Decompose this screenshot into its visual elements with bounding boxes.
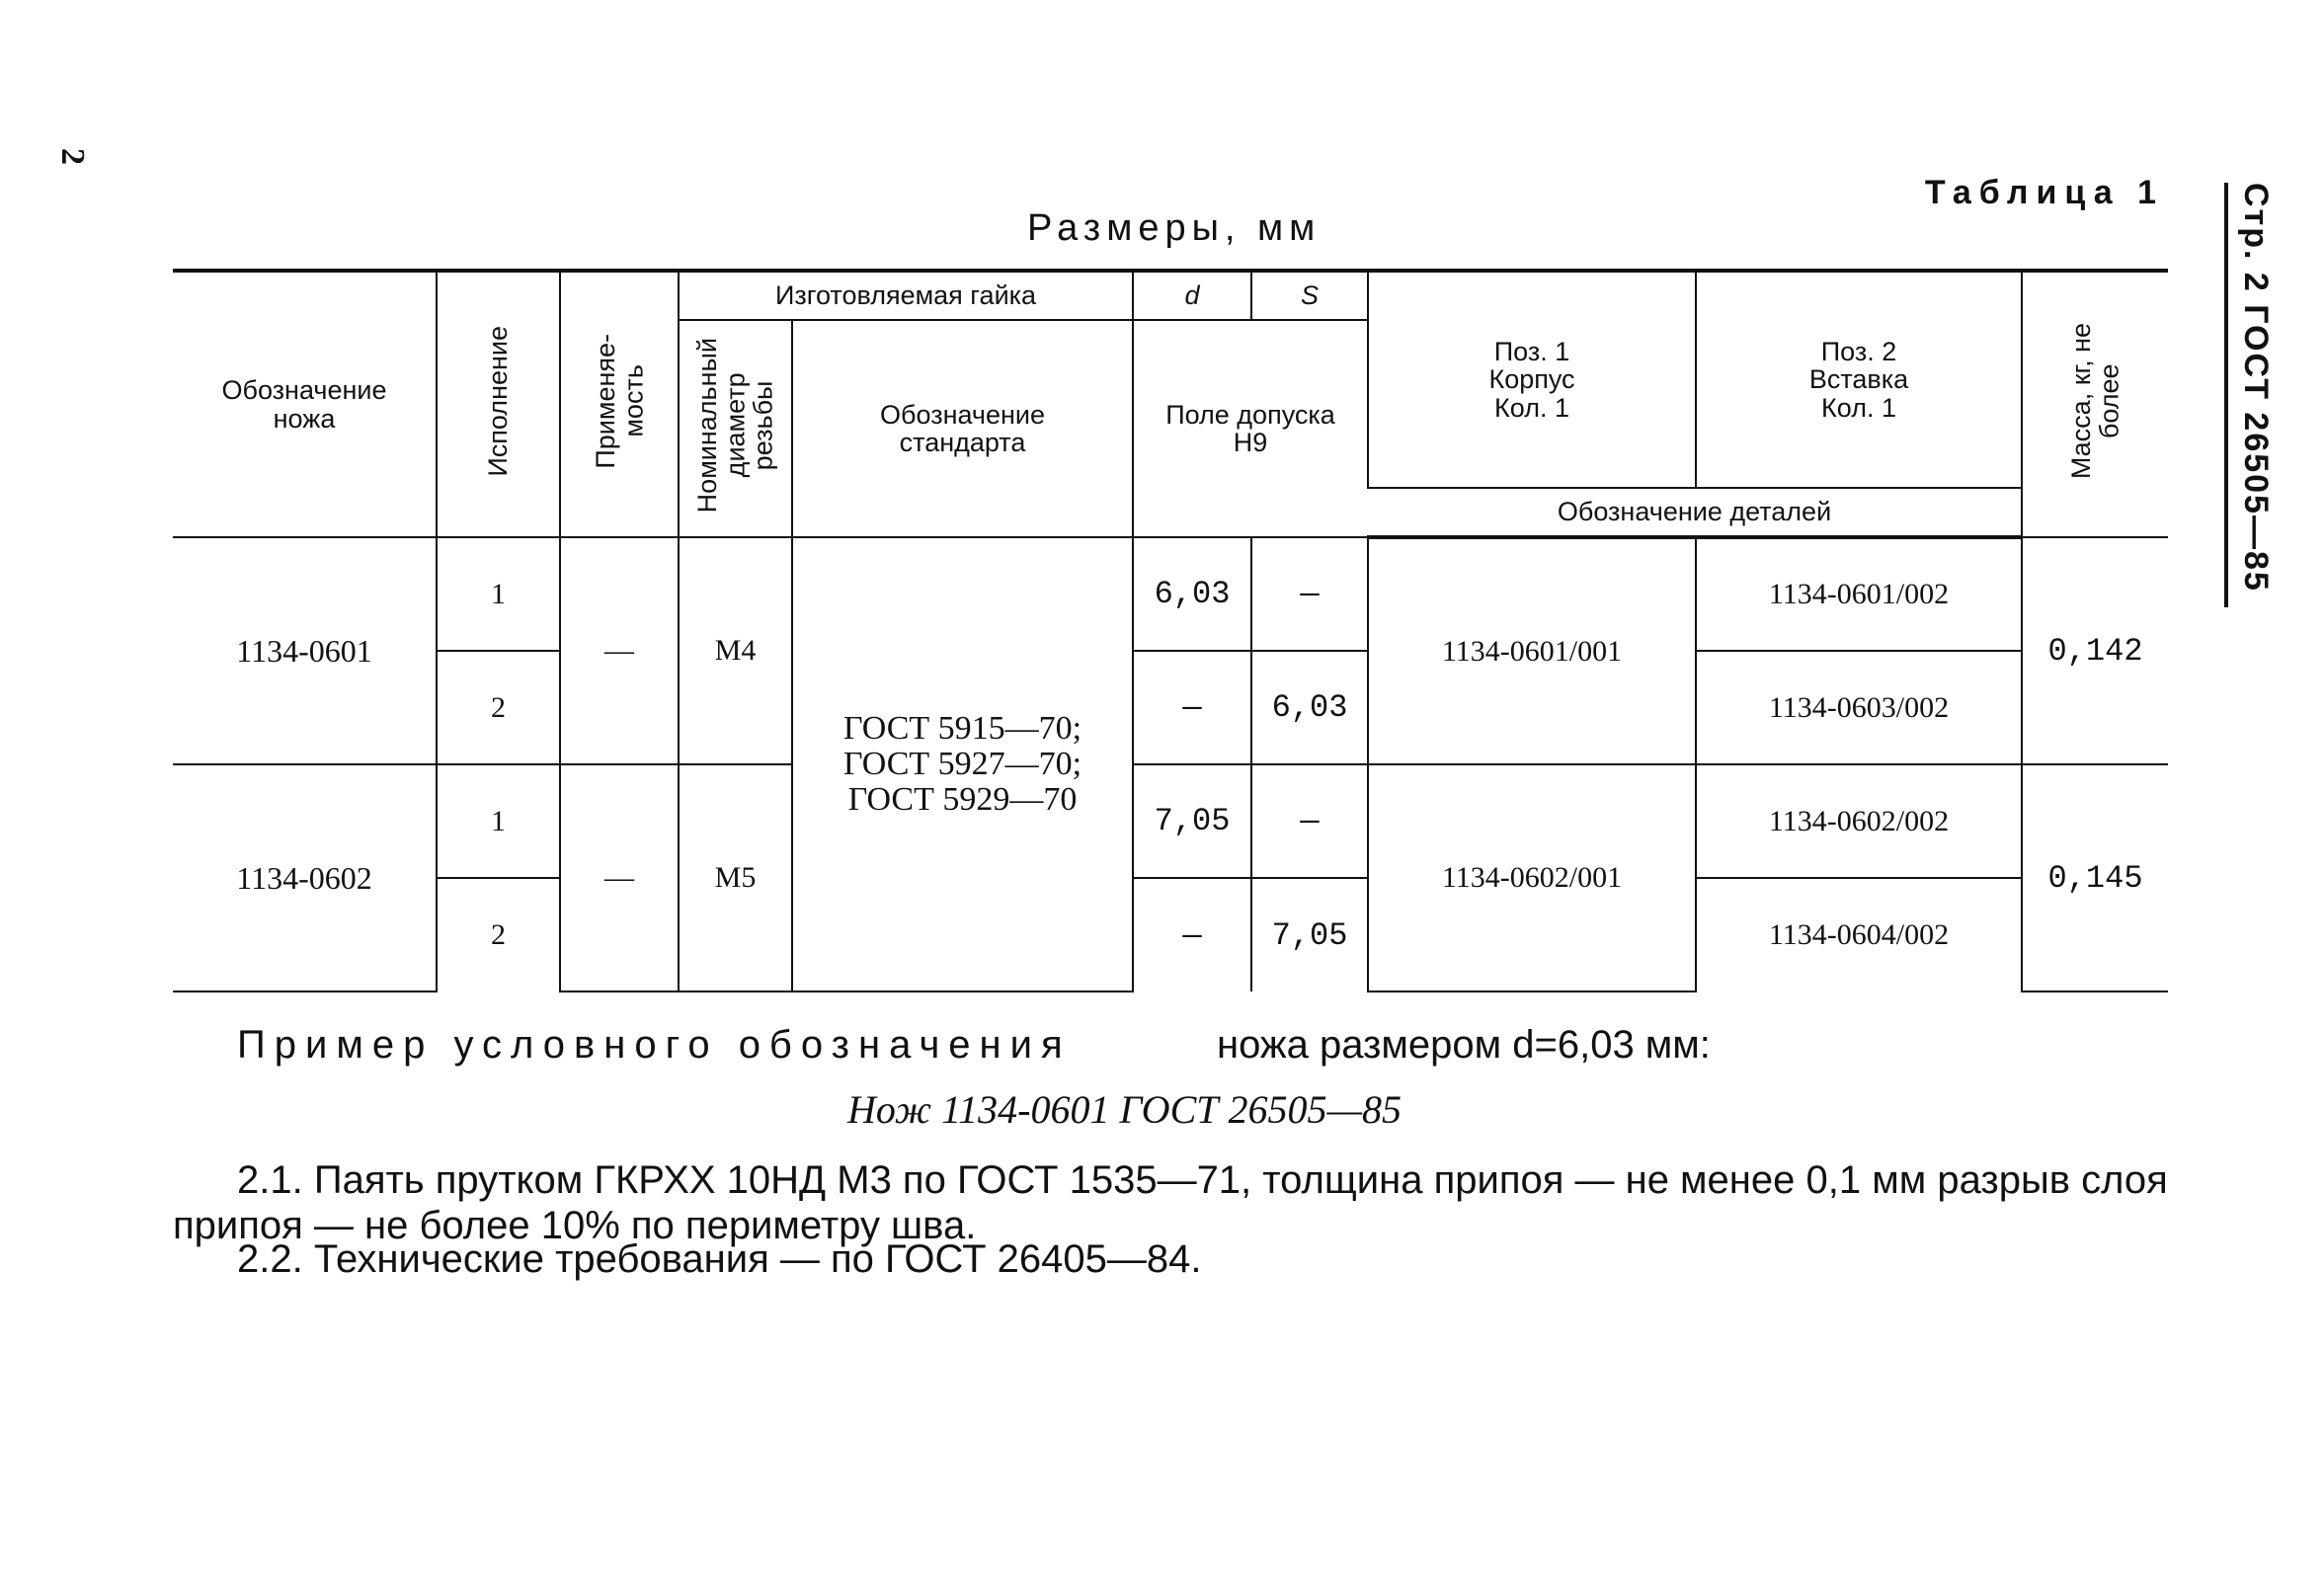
row-1-version-1: 1 — [437, 537, 560, 651]
header-applicability-label: Применяе- мость — [590, 333, 648, 469]
example-designation: Нож 1134-0601 ГОСТ 26505—85 — [847, 1087, 1402, 1132]
row-2-v2-s: 7,05 — [1251, 878, 1368, 992]
row-1-thread: М4 — [679, 537, 792, 764]
header-nut-group: Изготовляемая гайка — [679, 271, 1133, 320]
dimensions-table — [173, 269, 2168, 992]
row-1-v1-s: — — [1251, 537, 1368, 651]
row-2-thread: М5 — [679, 764, 792, 992]
row-1-designation: 1134-0601 — [173, 537, 437, 764]
header-mass-label: Масса, кг, не более — [2066, 322, 2124, 480]
row-1-v1-insert: 1134-0601/002 — [1696, 537, 2022, 651]
row-2-mass: 0,145 — [2022, 764, 2168, 992]
row-2-v2-insert: 1134-0604/002 — [1696, 878, 2022, 992]
standards-cell: ГОСТ 5915—70; ГОСТ 5927—70; ГОСТ 5929—70 — [792, 537, 1133, 992]
paragraph-2-2: 2.2. Технические требования — по ГОСТ 26405—84. — [237, 1237, 1202, 1281]
row-1-applicability: — — [560, 537, 679, 764]
row-2-version-2: 2 — [437, 878, 560, 992]
row-2-v2-d: — — [1133, 878, 1251, 992]
row-1-body: 1134-0601/001 — [1368, 537, 1696, 764]
header-thread-diameter — [679, 320, 792, 537]
row-2-body: 1134-0602/001 — [1368, 764, 1696, 992]
paragraph-2-1: 2.1. Паять прутком ГКРХХ 10НД М3 по ГОСТ 1535—71, толщина припоя — не менее 0,1 мм разрыв слоя припоя — не более 10% по периметру шва. — [173, 1158, 2168, 1247]
header-designation: Обозначение ножа — [173, 271, 437, 537]
row-1-version-2: 2 — [437, 651, 560, 764]
row-1-v2-d: — — [1133, 651, 1251, 764]
row-1-mass: 0,142 — [2022, 537, 2168, 764]
header-pos1: Поз. 1 Корпус Кол. 1 — [1368, 271, 1696, 488]
header-parts-designation: Обозначение деталей — [1368, 488, 2022, 537]
example-lead: Пример условного обозначения — [237, 1023, 1072, 1067]
header-d: d — [1133, 271, 1251, 320]
header-applicability — [560, 271, 679, 537]
row-2-version-1: 1 — [437, 764, 560, 878]
table-label: Таблица 1 — [1924, 174, 2164, 211]
header-thread-diameter-label: Номинальный диаметр резьбы — [691, 337, 778, 514]
header-pos2: Поз. 2 Вставка Кол. 1 — [1696, 271, 2022, 488]
row-1-v1-d: 6,03 — [1133, 537, 1251, 651]
row-1-v2-insert: 1134-0603/002 — [1696, 651, 2022, 764]
header-version-label: Исполнение — [483, 325, 514, 477]
row-2-applicability: — — [560, 764, 679, 992]
header-version — [437, 271, 560, 537]
header-s: S — [1251, 271, 1368, 320]
page-number: 2 — [54, 148, 91, 165]
header-mass — [2022, 271, 2168, 537]
table-caption: Размеры, мм — [1027, 207, 1322, 249]
example-suffix: ножа размером d=6,03 мм: — [1217, 1023, 1711, 1067]
row-2-designation: 1134-0602 — [173, 764, 437, 992]
row-1-v2-s: 6,03 — [1251, 651, 1368, 764]
header-tolerance: Поле допуска Н9 — [1133, 320, 1368, 537]
side-header: Стр. 2 ГОСТ 26505—85 — [2237, 183, 2275, 593]
row-2-v1-d: 7,05 — [1133, 764, 1251, 878]
row-2-v1-insert: 1134-0602/002 — [1696, 764, 2022, 878]
header-standard: Обозначение стандарта — [792, 320, 1133, 537]
row-2-v1-s: — — [1251, 764, 1368, 878]
